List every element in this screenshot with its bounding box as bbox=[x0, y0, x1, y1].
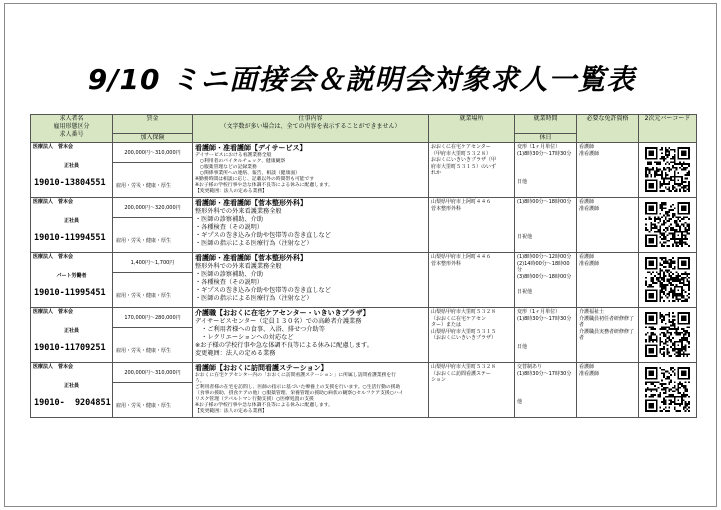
text-line: (1)8時00分〜18時00分 bbox=[517, 199, 572, 205]
qualification-cell bbox=[577, 198, 639, 253]
employer-name: 医療法人 菅本会 bbox=[33, 254, 74, 260]
job-number: 19010-11994551 bbox=[34, 232, 106, 243]
text-line: れか bbox=[431, 170, 442, 176]
wage-amount: 1,400円〜1,700円 bbox=[113, 253, 192, 273]
text-line: ○関係事業所への連絡、報告、相談（健康面） bbox=[195, 171, 300, 176]
job-number: 19010-11995451 bbox=[34, 287, 106, 298]
employment-type: 正社員 bbox=[63, 218, 79, 224]
text-line: (1)8時30分〜17時30分 bbox=[517, 370, 572, 377]
header-qualification: 必要な免許資格 bbox=[577, 115, 639, 143]
text-line: ・ご利用者様への食事、入浴、排せつ介助等 bbox=[195, 326, 325, 333]
job-number: 19010- 9204851 bbox=[34, 397, 111, 408]
wage-amount: 200,000円〜310,000円 bbox=[113, 363, 192, 383]
qr-code-icon[interactable] bbox=[645, 367, 690, 412]
qr-cell bbox=[639, 363, 697, 418]
place-cell bbox=[429, 363, 515, 418]
qr-cell bbox=[639, 198, 697, 253]
text-line: 【変更範囲：法人の定める業務】 bbox=[195, 189, 267, 194]
work-cell bbox=[193, 308, 429, 363]
text-line: ・医師の指示による医療行為（注射など） bbox=[195, 240, 313, 247]
work-cell bbox=[193, 143, 429, 198]
text-line: ※お子様の学校行事や急な体調不良等による休みに配慮します。 bbox=[195, 183, 333, 188]
qr-cell bbox=[639, 143, 697, 198]
header-employment-type: 雇用形態区分 bbox=[53, 123, 90, 130]
text-line: 看護師 bbox=[579, 199, 595, 205]
text-line: ※勤務時間は相談に応じ、記載以外の時間帯も可能です bbox=[195, 177, 315, 182]
text-line: ション bbox=[431, 377, 446, 383]
holiday-text: 他 bbox=[517, 398, 523, 405]
qualification-cell bbox=[577, 253, 639, 308]
table-row bbox=[31, 198, 697, 253]
qr-code-icon[interactable] bbox=[645, 202, 690, 247]
insurance-text: 雇用・労災・健康・厚生 bbox=[116, 183, 172, 189]
wage-cell bbox=[113, 308, 193, 363]
work-cell bbox=[193, 363, 429, 418]
insurance-text: 雇用・労災・健康・厚生 bbox=[116, 348, 172, 354]
text-line: (1)8時00分〜12時00分 bbox=[517, 254, 572, 260]
time-cell bbox=[515, 143, 577, 198]
text-line: 介護職員初任者研修修了者 bbox=[579, 315, 635, 328]
text-line: 山梨県甲府市大里町５３１５ bbox=[431, 328, 497, 335]
text-line: デイサービスにおける看護業務全般 bbox=[195, 153, 272, 158]
employer-cell bbox=[31, 198, 113, 253]
qr-code-icon[interactable] bbox=[645, 147, 690, 192]
header-job-number: 求人番号 bbox=[59, 131, 84, 138]
job-title: 看護師・准看護師【デイサービス】 bbox=[195, 144, 307, 152]
employment-type: 正社員 bbox=[63, 328, 79, 334]
job-table bbox=[30, 114, 697, 418]
text-line: （おおくにいきいきプラザ） bbox=[431, 335, 497, 341]
text-line: 整形外科での外来看護業務全般 bbox=[195, 263, 282, 270]
work-detail-lines bbox=[195, 153, 426, 195]
header-holiday: 休日 bbox=[515, 134, 577, 143]
wage-cell bbox=[113, 198, 193, 253]
text-line: ご利用者様の在宅を訪問し、医師の指示に基づいた療養上の支援を行います。○生活行動の援助 bbox=[195, 385, 401, 390]
text-line: (1)8時30分〜17時30分 bbox=[517, 315, 572, 322]
text-line: ・ギプスの巻き込み介助や包帯等の巻き直しなど bbox=[195, 232, 331, 239]
text-line: (3)8時00分〜18時00分 bbox=[517, 273, 572, 280]
place-cell bbox=[429, 253, 515, 308]
qualification-cell bbox=[577, 143, 639, 198]
qr-code-icon[interactable] bbox=[645, 312, 690, 357]
page-title: 9/10 ミニ面接会＆説明会対象求人一覧表 bbox=[87, 63, 636, 96]
wage-cell bbox=[113, 363, 193, 418]
table-row bbox=[31, 253, 697, 308]
table-row bbox=[31, 308, 697, 363]
employer-cell bbox=[31, 143, 113, 198]
header-employer bbox=[31, 115, 113, 143]
time-lines bbox=[517, 144, 574, 157]
text-line: ○利用者のバイタルチェック、健康観察 bbox=[195, 159, 286, 164]
wage-amount: 170,000円〜280,000円 bbox=[113, 308, 192, 328]
text-line: ○服薬管理などの記録業務 bbox=[195, 165, 257, 170]
text-line: (1)8時30分〜17時30分 bbox=[517, 150, 572, 157]
time-lines bbox=[517, 364, 574, 377]
employment-type: パート労働者 bbox=[56, 273, 87, 279]
text-line: 菅本整形外科 bbox=[431, 260, 462, 267]
wage-cell bbox=[113, 143, 193, 198]
time-cell bbox=[515, 308, 577, 363]
text-line: （甲府市大里町５３２８） bbox=[431, 150, 492, 157]
time-cell bbox=[515, 363, 577, 418]
text-line: 介護福祉士 bbox=[579, 309, 605, 315]
wage-amount: 200,000円〜310,000円 bbox=[113, 143, 192, 163]
time-cell bbox=[515, 198, 577, 253]
text-line: ※お子様の学校行事や急な体調不良等による休みに配慮します。 bbox=[195, 342, 373, 349]
header-time: 就業時間 bbox=[515, 115, 577, 134]
work-detail-lines bbox=[195, 373, 426, 415]
work-cell bbox=[193, 198, 429, 253]
work-cell bbox=[193, 253, 429, 308]
time-lines bbox=[517, 199, 574, 206]
insurance-text: 雇用・労災・健康・厚生 bbox=[116, 238, 172, 244]
employer-name: 医療法人 菅本会 bbox=[33, 199, 74, 205]
text-line: 菅本整形外科 bbox=[431, 205, 462, 212]
text-line: 【変更範囲：法人の定める業務】 bbox=[195, 409, 267, 414]
text-line: おおくに在宅ケアセンター bbox=[431, 144, 491, 150]
text-line: 変更範囲：法人の定める業務 bbox=[195, 350, 276, 357]
work-lines bbox=[195, 208, 426, 248]
employer-cell bbox=[31, 253, 113, 308]
header-wage: 賃金 bbox=[113, 115, 193, 134]
text-line: 看護師 bbox=[579, 254, 595, 260]
text-line: （おおくに在宅ケアセン bbox=[431, 315, 486, 322]
job-number: 19010-13804551 bbox=[34, 177, 106, 188]
text-line: 府市大里町５３１５）のいず bbox=[431, 163, 497, 170]
text-line: （おおくに訪問看護ステー bbox=[431, 370, 491, 377]
text-line: おおくに在宅ケアセンター内の「おおくに訪問看護ステーション」に所属し訪問看護業務を行 bbox=[195, 373, 396, 378]
header-employer-name: 求人者名 bbox=[59, 115, 84, 122]
text-line: ター）または bbox=[431, 322, 462, 328]
employer-cell bbox=[31, 308, 113, 363]
text-line: ・各種検査（その説明） bbox=[195, 224, 264, 231]
text-line: おおくにいきいきプラザ（甲 bbox=[431, 157, 497, 163]
header-place: 就業場所 bbox=[429, 115, 515, 143]
text-line: 山梨県甲府市上阿町４４６ bbox=[431, 254, 492, 260]
job-table-body bbox=[31, 143, 697, 418]
text-line: 山梨県甲府市大里町５３２８ bbox=[431, 309, 497, 315]
header-work-note: （文字数が多い場合は、全ての内容を表示することができません） bbox=[220, 123, 401, 130]
qr-code-icon[interactable] bbox=[645, 257, 690, 302]
text-line: う。 bbox=[195, 379, 205, 384]
time-lines bbox=[517, 254, 574, 280]
place-cell bbox=[429, 198, 515, 253]
wage-cell bbox=[113, 253, 193, 308]
text-line: ・医師の診察補助、介助 bbox=[195, 271, 264, 278]
place-cell bbox=[429, 143, 515, 198]
qualification-cell bbox=[577, 308, 639, 363]
text-line: 変形（1ヶ月単位） bbox=[517, 144, 561, 150]
job-title: 介護職【おおくに在宅ケアセンター・いきいきプラザ】 bbox=[195, 309, 370, 317]
text-line: ・医師の診察補助、介助 bbox=[195, 216, 264, 223]
text-line: (2)14時00分〜18時00分 bbox=[517, 260, 570, 273]
holiday-text: 日祝他 bbox=[517, 288, 533, 295]
text-line: ・医師の指示による医療行為（注射など） bbox=[195, 295, 313, 302]
text-line: 准看護師 bbox=[579, 205, 600, 212]
text-line: ・ギプスの巻き込み介助や包帯等の巻き直しなど bbox=[195, 287, 331, 294]
qr-cell bbox=[639, 308, 697, 363]
text-line: 山梨県甲府市大里町５３２８ bbox=[431, 364, 497, 370]
job-number: 19010-11709251 bbox=[34, 342, 106, 353]
text-line: デイサービスセンター（定員１３０名）での高齢者介護業務 bbox=[195, 318, 362, 325]
text-line: 准看護師 bbox=[579, 150, 600, 157]
header-insurance: 加入保険 bbox=[113, 134, 193, 143]
insurance-text: 雇用・労災・健康・厚生 bbox=[116, 293, 172, 299]
page bbox=[4, 3, 717, 507]
holiday-text: 日他 bbox=[517, 178, 528, 185]
text-line: ・各種検査（その説明） bbox=[195, 279, 264, 286]
table-row bbox=[31, 143, 697, 198]
job-title: 看護師【おおくに訪問看護ステーション】 bbox=[195, 364, 328, 372]
insurance-text: 雇用・労災・健康・厚生 bbox=[116, 403, 172, 409]
time-cell bbox=[515, 253, 577, 308]
time-lines bbox=[517, 309, 574, 322]
job-title: 看護師・准看護師【菅本整形外科】 bbox=[195, 254, 307, 262]
header-work-title: 仕事内容 bbox=[298, 115, 323, 122]
work-lines bbox=[195, 263, 426, 303]
text-line: リスク管理（アパルトマン行動支援）○医療処置の支援 bbox=[195, 397, 314, 402]
qualification-cell bbox=[577, 363, 639, 418]
job-title: 看護師・准看護師【菅本整形外科】 bbox=[195, 199, 307, 207]
text-line: ※お子様の学校行事や急な体調不良等による休みに配慮します。 bbox=[195, 403, 333, 408]
place-cell bbox=[429, 308, 515, 363]
text-line: 整形外科での外来看護業務全般 bbox=[195, 208, 282, 215]
header-work bbox=[193, 115, 429, 143]
work-lines bbox=[195, 318, 426, 358]
employment-type: 正社員 bbox=[63, 383, 79, 389]
text-line: 看護師 bbox=[579, 144, 595, 150]
text-line: 看護師 bbox=[579, 364, 595, 370]
employer-cell bbox=[31, 363, 113, 418]
wage-amount: 200,000円〜320,000円 bbox=[113, 198, 192, 218]
header-qr: 2次元バーコード bbox=[639, 115, 697, 143]
text-line: （食事の援助、摂食ケアの他）○服薬管理、栄養管理の援助○病状の観察○セルフケア支援○ハイ bbox=[195, 391, 404, 396]
employer-name: 医療法人 菅本会 bbox=[33, 144, 74, 150]
text-line: 准看護師 bbox=[579, 260, 600, 267]
table-row bbox=[31, 363, 697, 418]
holiday-text: 日他 bbox=[517, 343, 528, 350]
text-line: 山梨県甲府市上阿町４４６ bbox=[431, 199, 492, 205]
employer-name: 医療法人 菅本会 bbox=[33, 364, 74, 370]
text-line: 変形（1ヶ月単位） bbox=[517, 309, 561, 315]
employment-type: 正社員 bbox=[63, 163, 79, 169]
holiday-text: 日祝他 bbox=[517, 233, 533, 240]
text-line: 交替制あり bbox=[517, 364, 543, 370]
qr-cell bbox=[639, 253, 697, 308]
text-line: 介護職員実務者研修修了者 bbox=[579, 328, 635, 341]
employer-name: 医療法人 菅本会 bbox=[33, 309, 74, 315]
text-line: 准看護師 bbox=[579, 370, 600, 377]
text-line: ・レクリエーションへの対応など bbox=[195, 334, 294, 341]
